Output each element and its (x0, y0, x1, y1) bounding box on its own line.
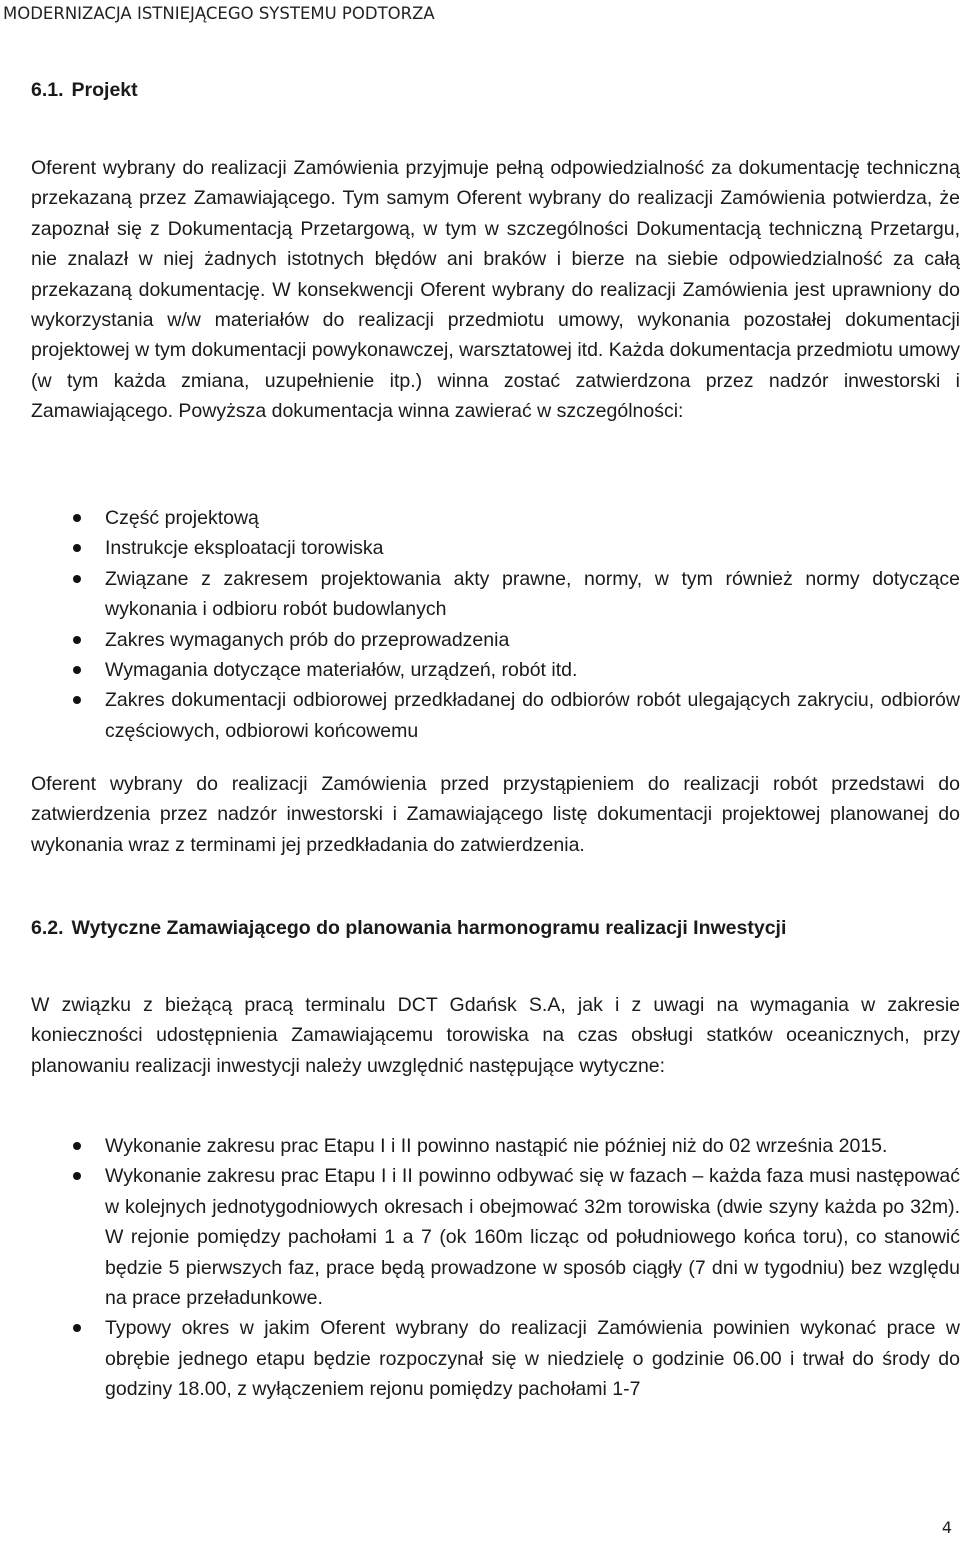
bullet-icon (73, 514, 81, 522)
running-header: MODERNIZACJA ISTNIEJĄCEGO SYSTEMU PODTORZA (3, 4, 435, 23)
list-item: Część projektową (31, 503, 960, 533)
section-heading-6-1 (31, 75, 138, 105)
bullet-icon (73, 636, 81, 644)
bullet-icon (73, 696, 81, 704)
list-item: Zakres wymaganych prób do przeprowadzenia (31, 625, 960, 655)
bullet-icon (73, 575, 81, 583)
list-item: Związane z zakresem projektowania akty prawne, normy, w tym również normy dotyczące wykonania i odbioru robót budowlanych (31, 564, 960, 625)
paragraph-documentation-list: Oferent wybrany do realizacji Zamówienia przed przystąpieniem do realizacji robót przedstawi do zatwierdzenia przez nadzór inwestorski i Zamawiającego listę dokumentacji projektowej planowanej do wykonania wraz z terminami jej przedkładania do zatwierdzenia. (31, 773, 960, 856)
list-item: Wykonanie zakresu prac Etapu I i II powinno odbywać się w fazach – każda faza musi następować w kolejnych jednotygodniowych okresach i obejmować 32m torowiska (dwie szyny każda po 32m). W rejonie pomiędzy pachołami 1 a 7 (ok 160m licząc od południowego końca toru), co stanowić będzie 5 pierwszych faz, prace będą prowadzone w sposób ciągły (7 dni w tygodniu) bez względu na prace przeładunkowe. (31, 1161, 960, 1313)
bullet-icon (73, 1324, 81, 1332)
section-number: 6.2. (31, 917, 64, 939)
list-item: Zakres dokumentacji odbiorowej przedkładanej do odbiorów robót ulegających zakryciu, odbiorów częściowych, odbiorowi końcowemu (31, 685, 960, 746)
list-item: Wymagania dotyczące materiałów, urządzeń, robót itd. (31, 655, 960, 685)
section-heading-6-2 (31, 913, 786, 943)
bullet-icon (73, 1172, 81, 1180)
section-title: Projekt (71, 79, 138, 101)
scheduling-guidelines-list (31, 1131, 960, 1405)
paragraph-scheduling-context: W związku z bieżącą pracą terminalu DCT Gdańsk S.A, jak i z uwagi na wymagania w zakresie konieczności udostępnienia Zamawiającemu torowiska na czas obsługi statków oceanicznych, przy planowaniu realizacji inwestycji należy uwzględnić następujące wytyczne: (31, 994, 960, 1077)
list-item: Typowy okres w jakim Oferent wybrany do realizacji Zamówienia powinien wykonać prace w obrębie jednego etapu będzie rozpoczynał się w niedzielę o godzinie 06.00 i trwał do środy do godziny 18.00, z wyłączeniem rejonu pomiędzy pachołami 1-7 (31, 1313, 960, 1404)
section-number: 6.1. (31, 79, 64, 101)
section-title: Wytyczne Zamawiającego do planowania harmonogramu realizacji Inwestycji (71, 917, 787, 939)
paragraph-responsibility: Oferent wybrany do realizacji Zamówienia przyjmuje pełną odpowiedzialność za dokumentację techniczną przekazaną przez Zamawiającego. Tym samym Oferent wybrany do realizacji Zamówienia potwierdza, że zapoznał się z Dokumentacją Przetargową, w tym w szczególności Dokumentacją techniczną Przetargu, nie znalazł w niej żadnych istotnych błędów ani braków i bierze na siebie odpowiedzialność za całą przekazaną dokumentację. W konsekwencji Oferent wybrany do realizacji Zamówienia jest uprawniony do wykorzystania w/w materiałów do realizacji przedmiotu umowy, wykonania pozostałej dokumentacji projektowej w tym dokumentacji powykonawczej, warsztatowej itd. Każda dokumentacja przedmiotu umowy (w tym każda zmiana, uzupełnienie itp.) winna zostać zatwierdzona przez nadzór inwestorski i Zamawiającego. Powyższa dokumentacja winna zawierać w szczególności: (31, 157, 960, 423)
page-number: 4 (941, 1518, 952, 1537)
list-item: Instrukcje eksploatacji torowiska (31, 533, 960, 563)
bullet-icon (73, 1142, 81, 1150)
list-item: Wykonanie zakresu prac Etapu I i II powinno nastąpić nie później niż do 02 września 2015. (31, 1131, 960, 1161)
bullet-icon (73, 666, 81, 674)
bullet-icon (73, 544, 81, 552)
documentation-contents-list (31, 503, 960, 746)
